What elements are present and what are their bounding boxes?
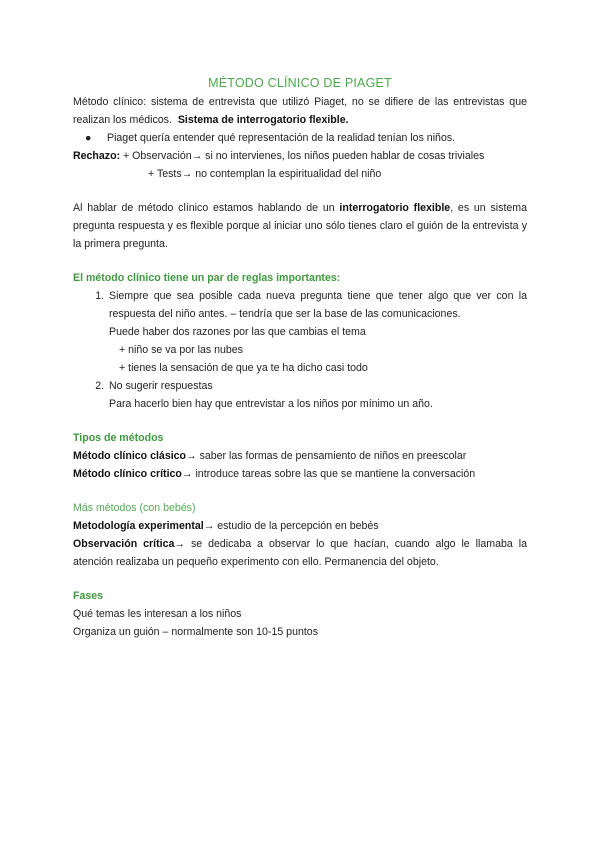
mas-heading: Más métodos (con bebés): [73, 502, 196, 514]
bullet-dot-icon: ●: [85, 132, 92, 144]
rule-1-text: 1. Siempre que sea posible cada nueva pregunta tiene que tener algo que ver con la respuesta del niño antes. – tendría que ser la base de las comunicaciones.: [109, 290, 527, 320]
clasico-text: saber las formas de pensamiento de niños en preescolar: [196, 450, 467, 462]
rule-2: [107, 377, 527, 413]
fases-line-1: Qué temas les interesan a los niños: [73, 608, 242, 620]
rechazo-item-2: + Tests→ no contemplan la espiritualidad del niño: [148, 168, 382, 180]
obs-label: Observación crítica: [73, 538, 175, 550]
intro-text: Método clínico: sistema de entrevista que utilizó Piaget, no se difiere de las entrevistas que realizan los médicos.: [73, 96, 527, 126]
rule-1: [107, 287, 527, 377]
tipo-critico: [73, 465, 527, 483]
flexible-paragraph: [73, 199, 527, 253]
rechazo-label: Rechazo:: [73, 150, 121, 162]
rule-1-b: + tienes la sensación de que ya te ha dicho casi todo: [119, 362, 368, 374]
rule-1-sub: Puede haber dos razones por las que cambias el tema: [109, 326, 366, 338]
bullet-text: Piaget quería entender qué representación de la realidad tenían los niños.: [107, 132, 456, 144]
para-before: Al hablar de método clínico estamos hablando de un: [73, 202, 335, 214]
para-bold: interrogatorio flexible: [339, 202, 451, 214]
tipo-clasico: [73, 447, 527, 465]
para-after: , es un sistema pregunta respuesta y es flexible porque al iniciar uno sólo tienes claro el guión de la entrevista y la primera pregunta.: [73, 202, 527, 250]
clasico-label: Método clínico clásico→: [73, 450, 197, 462]
reglas-list: [73, 287, 527, 413]
reglas-heading: El método clínico tiene un par de reglas importantes:: [73, 272, 341, 284]
rule-2-sub: Para hacerlo bien hay que entrevistar a los niños por mínimo un año.: [109, 398, 433, 410]
tipos-heading: Tipos de métodos: [73, 432, 164, 444]
bullet-item: [73, 129, 527, 147]
intro-bold: Sistema de interrogatorio flexible.: [177, 114, 349, 126]
fases-heading: Fases: [73, 590, 104, 602]
fases-line-2: Organiza un guión – normalmente son 10-15 puntos: [73, 626, 318, 638]
critico-label: Método clínico crítico→: [73, 468, 193, 480]
rechazo-line-1: [73, 147, 527, 165]
obs-text: → se dedicaba a observar lo que hacían, cuando algo le llamaba la atención realizaba un pequeño experimento con ello. Permanencia del objeto.: [73, 538, 527, 568]
intro-paragraph: [73, 93, 527, 129]
critico-text: introduce tareas sobre las que se mantiene la conversación: [192, 468, 476, 480]
document-page: [73, 74, 527, 641]
metodo-experimental: [73, 517, 527, 535]
exp-label: Metodología experimental: [73, 520, 204, 532]
rechazo-item-1: + Observación→ si no intervienes, los niños pueden hablar de cosas triviales: [123, 150, 485, 162]
observacion-critica: [73, 535, 527, 571]
exp-text: → estudio de la percepción en bebés: [203, 520, 379, 532]
rule-2-text: 2. No sugerir respuestas: [109, 380, 213, 392]
rule-1-a: + niño se va por las nubes: [119, 344, 243, 356]
page-title: MÉTODO CLÍNICO DE PIAGET: [208, 76, 392, 90]
